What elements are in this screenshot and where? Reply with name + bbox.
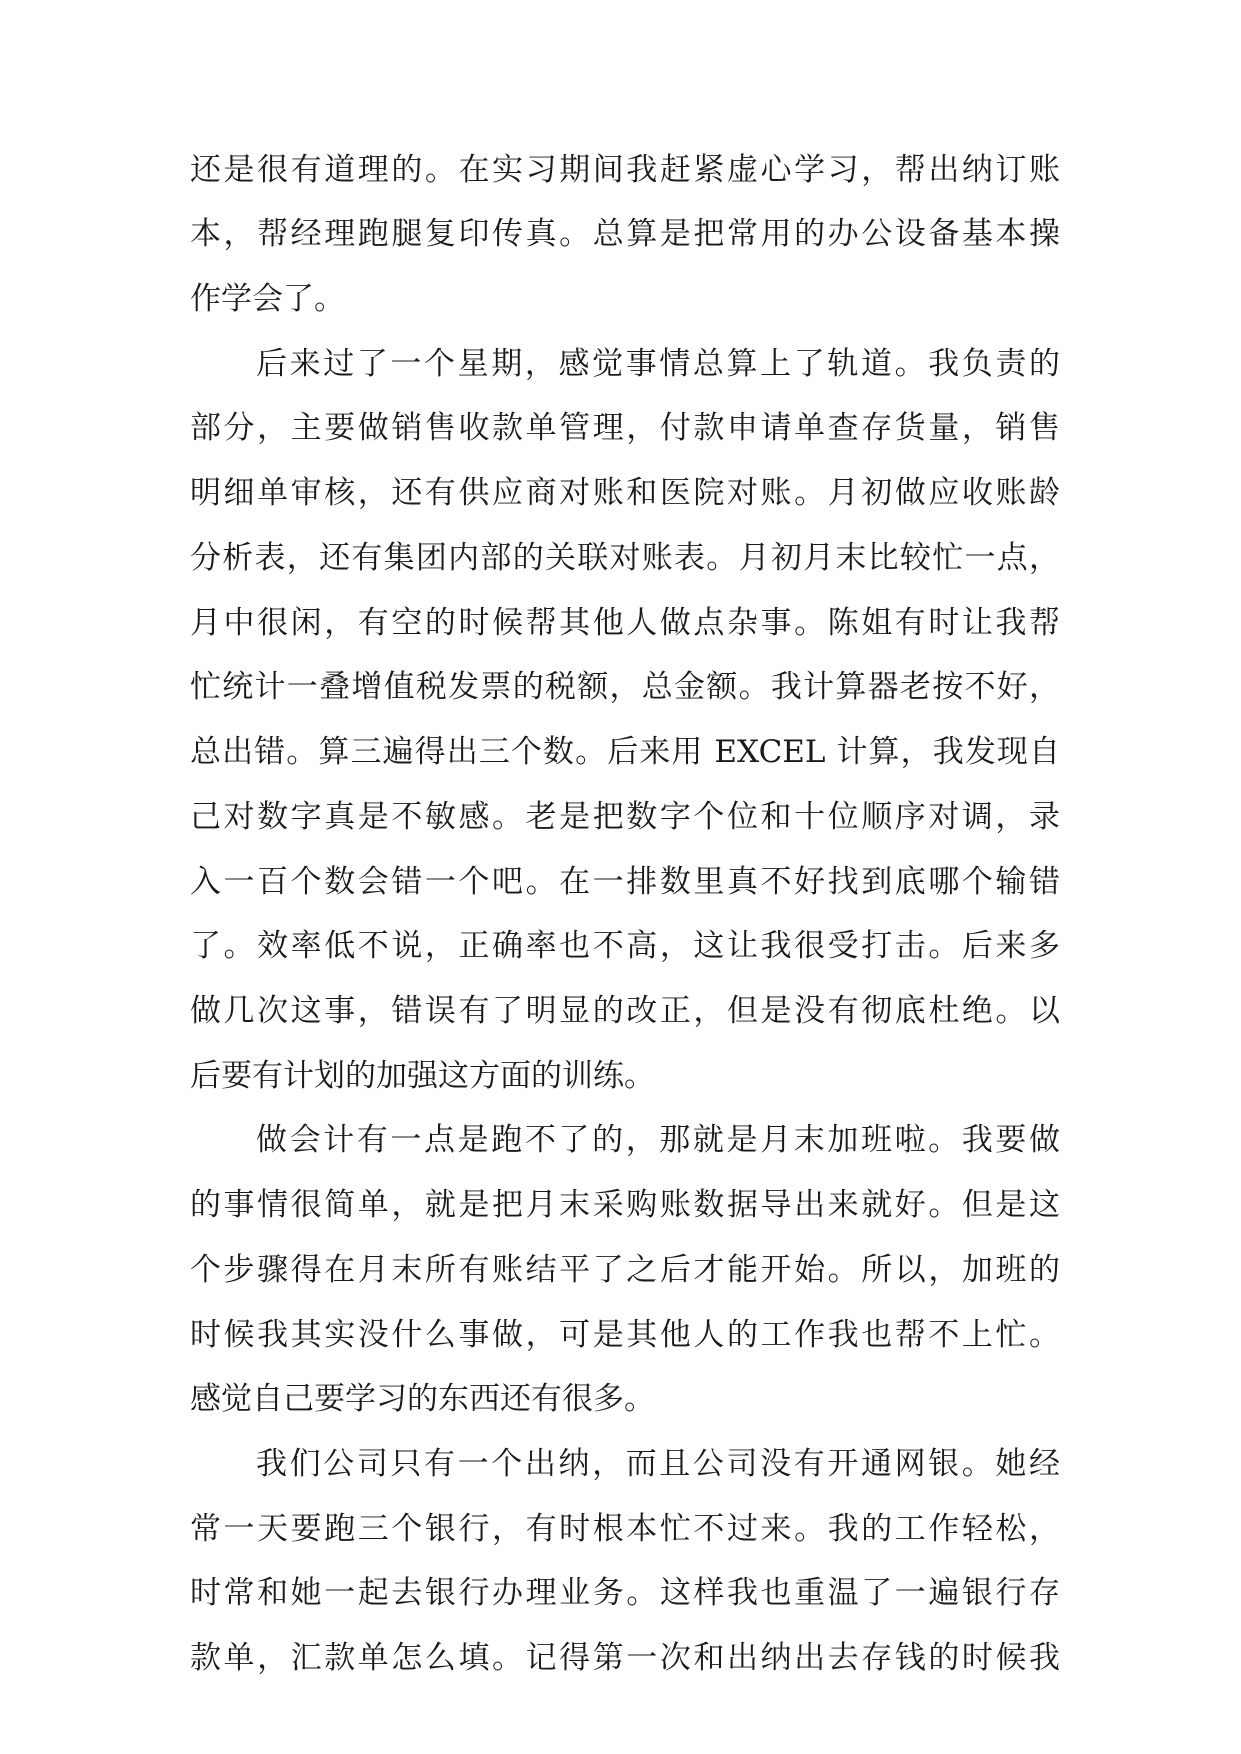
text-line: 时常和她一起去银行办理业务。这样我也重温了一遍银行存 (190, 1575, 1060, 1611)
text-line: 明细单审核，还有供应商对账和医院对账。月初做应收账龄 (190, 475, 1060, 511)
text-line: 后要有计划的加强这方面的训练。 (190, 1058, 655, 1094)
text-line: 常一天要跑三个银行，有时根本忙不过来。我的工作轻松， (190, 1511, 1060, 1547)
text-line: 己对数字真是不敏感。老是把数字个位和十位顺序对调，录 (190, 799, 1060, 835)
text-line: 做几次这事，错误有了明显的改正，但是没有彻底杜绝。以 (190, 993, 1060, 1029)
text-line: 入一百个数会错一个吧。在一排数里真不好找到底哪个输错 (190, 864, 1060, 900)
text-line: 个步骤得在月末所有账结平了之后才能开始。所以，加班的 (190, 1252, 1060, 1288)
paragraph-first-line: 做会计有一点是跑不了的，那就是月末加班啦。我要做 (256, 1122, 1060, 1158)
text-line: 时候我其实没什么事做，可是其他人的工作我也帮不上忙。 (190, 1317, 1060, 1353)
text-line: 忙统计一叠增值税发票的税额，总金额。我计算器老按不好， (190, 669, 1060, 705)
text-line: 作学会了。 (190, 281, 345, 317)
text-line: 分析表，还有集团内部的关联对账表。月初月末比较忙一点， (190, 540, 1060, 576)
paragraph-first-line: 后来过了一个星期，感觉事情总算上了轨道。我负责的 (256, 346, 1060, 382)
text-line: 款单，汇款单怎么填。记得第一次和出纳出去存钱的时候我 (190, 1640, 1060, 1676)
text-line: 了。效率低不说，正确率也不高，这让我很受打击。后来多 (190, 928, 1060, 964)
text-line: 的事情很简单，就是把月末采购账数据导出来就好。但是这 (190, 1187, 1060, 1223)
text-line: 本，帮经理跑腿复印传真。总算是把常用的办公设备基本操 (190, 216, 1060, 252)
text-line: 月中很闲，有空的时候帮其他人做点杂事。陈姐有时让我帮 (190, 605, 1060, 641)
text-line: 感觉自己要学习的东西还有很多。 (190, 1381, 655, 1417)
text-line: 部分，主要做销售收款单管理，付款申请单查存货量，销售 (190, 410, 1060, 446)
text-line: 还是很有道理的。在实习期间我赶紧虚心学习，帮出纳订账 (190, 152, 1060, 188)
paragraph-first-line: 我们公司只有一个出纳，而且公司没有开通网银。她经 (256, 1446, 1060, 1482)
text-line: 总出错。算三遍得出三个数。后来用 EXCEL 计算，我发现自 (190, 734, 1060, 770)
